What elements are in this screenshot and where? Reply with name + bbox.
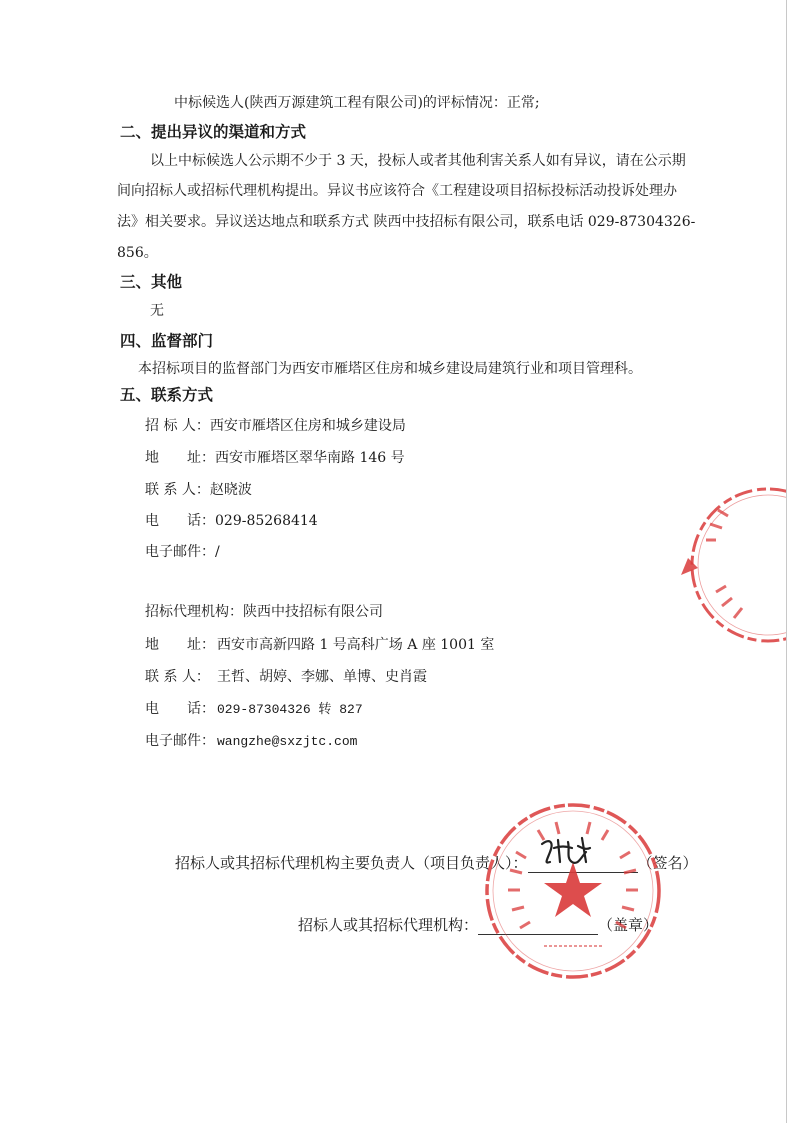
agency-seal-label: 招标人或其招标代理机构： bbox=[298, 916, 479, 934]
section-2-line-3: 法》相关要求。异议送达地点和联系方式 陕西中技招标有限公司，联系电话 029-87304326- bbox=[117, 214, 696, 230]
tenderer-address-label: 地 址： bbox=[145, 450, 215, 466]
agency-name-row bbox=[145, 602, 383, 622]
tenderer-phone-label: 电 话： bbox=[145, 513, 215, 529]
section-4-heading: 四、监督部门 bbox=[120, 332, 214, 350]
agency-phone: 029-87304326 转 827 bbox=[217, 702, 363, 717]
tenderer-email: / bbox=[215, 544, 220, 560]
section-5-heading: 五、联系方式 bbox=[120, 386, 214, 404]
tenderer-phone: 029-85268414 bbox=[215, 513, 318, 529]
tenderer-address-row bbox=[145, 448, 405, 468]
section-3-text: 无 bbox=[150, 303, 164, 319]
tenderer-contact-row bbox=[145, 480, 252, 500]
agency-name: 陕西中技招标有限公司 bbox=[243, 604, 383, 620]
partial-seal-stamp-icon bbox=[660, 480, 786, 650]
section-2-line-1: 以上中标候选人公示期不少于 3 天，投标人或者其他利害关系人如有异议，请在公示期 bbox=[150, 153, 686, 169]
agency-contact-label: 联 系 人： bbox=[145, 669, 210, 685]
page-edge-shadow bbox=[786, 0, 787, 1123]
tenderer-email-row bbox=[145, 542, 220, 562]
company-seal-stamp-icon bbox=[482, 800, 664, 982]
agency-email-row bbox=[145, 731, 357, 752]
agency-name-label: 招标代理机构： bbox=[145, 604, 243, 620]
agency-contact-row bbox=[145, 667, 427, 687]
tenderer-phone-row bbox=[145, 511, 318, 531]
agency-address: 西安市高新四路 1 号高科广场 A 座 1001 室 bbox=[217, 637, 495, 653]
tenderer-contact: 赵晓波 bbox=[209, 482, 252, 498]
section-3-heading: 三、其他 bbox=[120, 273, 183, 291]
agency-email-label: 电子邮件： bbox=[145, 733, 215, 749]
section-2-heading: 二、提出异议的渠道和方式 bbox=[120, 123, 307, 141]
section-2-line-4: 856。 bbox=[117, 245, 158, 261]
agency-address-row bbox=[145, 635, 494, 655]
agency-contact: 王哲、胡婷、李娜、单博、史肖霞 bbox=[217, 669, 427, 685]
tenderer-email-label: 电子邮件： bbox=[145, 544, 215, 560]
tenderer-name-row bbox=[145, 416, 406, 436]
section-4-text: 本招标项目的监督部门为西安市雁塔区住房和城乡建设局建筑行业和项目管理科。 bbox=[138, 361, 642, 377]
handwritten-signature-icon bbox=[538, 834, 602, 870]
tenderer-contact-label: 联 系 人： bbox=[145, 482, 210, 498]
agency-seal-suffix: （盖章） bbox=[598, 916, 659, 934]
tenderer-name: 西安市雁塔区住房和城乡建设局 bbox=[209, 418, 406, 434]
agency-phone-label: 电 话： bbox=[145, 701, 215, 717]
tenderer-address: 西安市雁塔区翠华南路 146 号 bbox=[215, 450, 405, 466]
leader-signature-label: 招标人或其招标代理机构主要负责人（项目负责人）： bbox=[175, 854, 528, 872]
agency-email: wangzhe@sxzjtc.com bbox=[217, 734, 358, 749]
section-2-line-2: 间向招标人或招标代理机构提出。异议书应该符合《工程建设项目招标投标活动投诉处理办 bbox=[117, 183, 677, 199]
leader-signature-suffix: （签名） bbox=[637, 854, 698, 872]
agency-phone-row bbox=[145, 699, 363, 720]
tenderer-name-label: 招 标 人： bbox=[145, 418, 210, 434]
agency-address-label: 地 址： bbox=[145, 637, 215, 653]
intro-line: 中标候选人(陕西万源建筑工程有限公司)的评标情况：正常; bbox=[174, 95, 540, 111]
